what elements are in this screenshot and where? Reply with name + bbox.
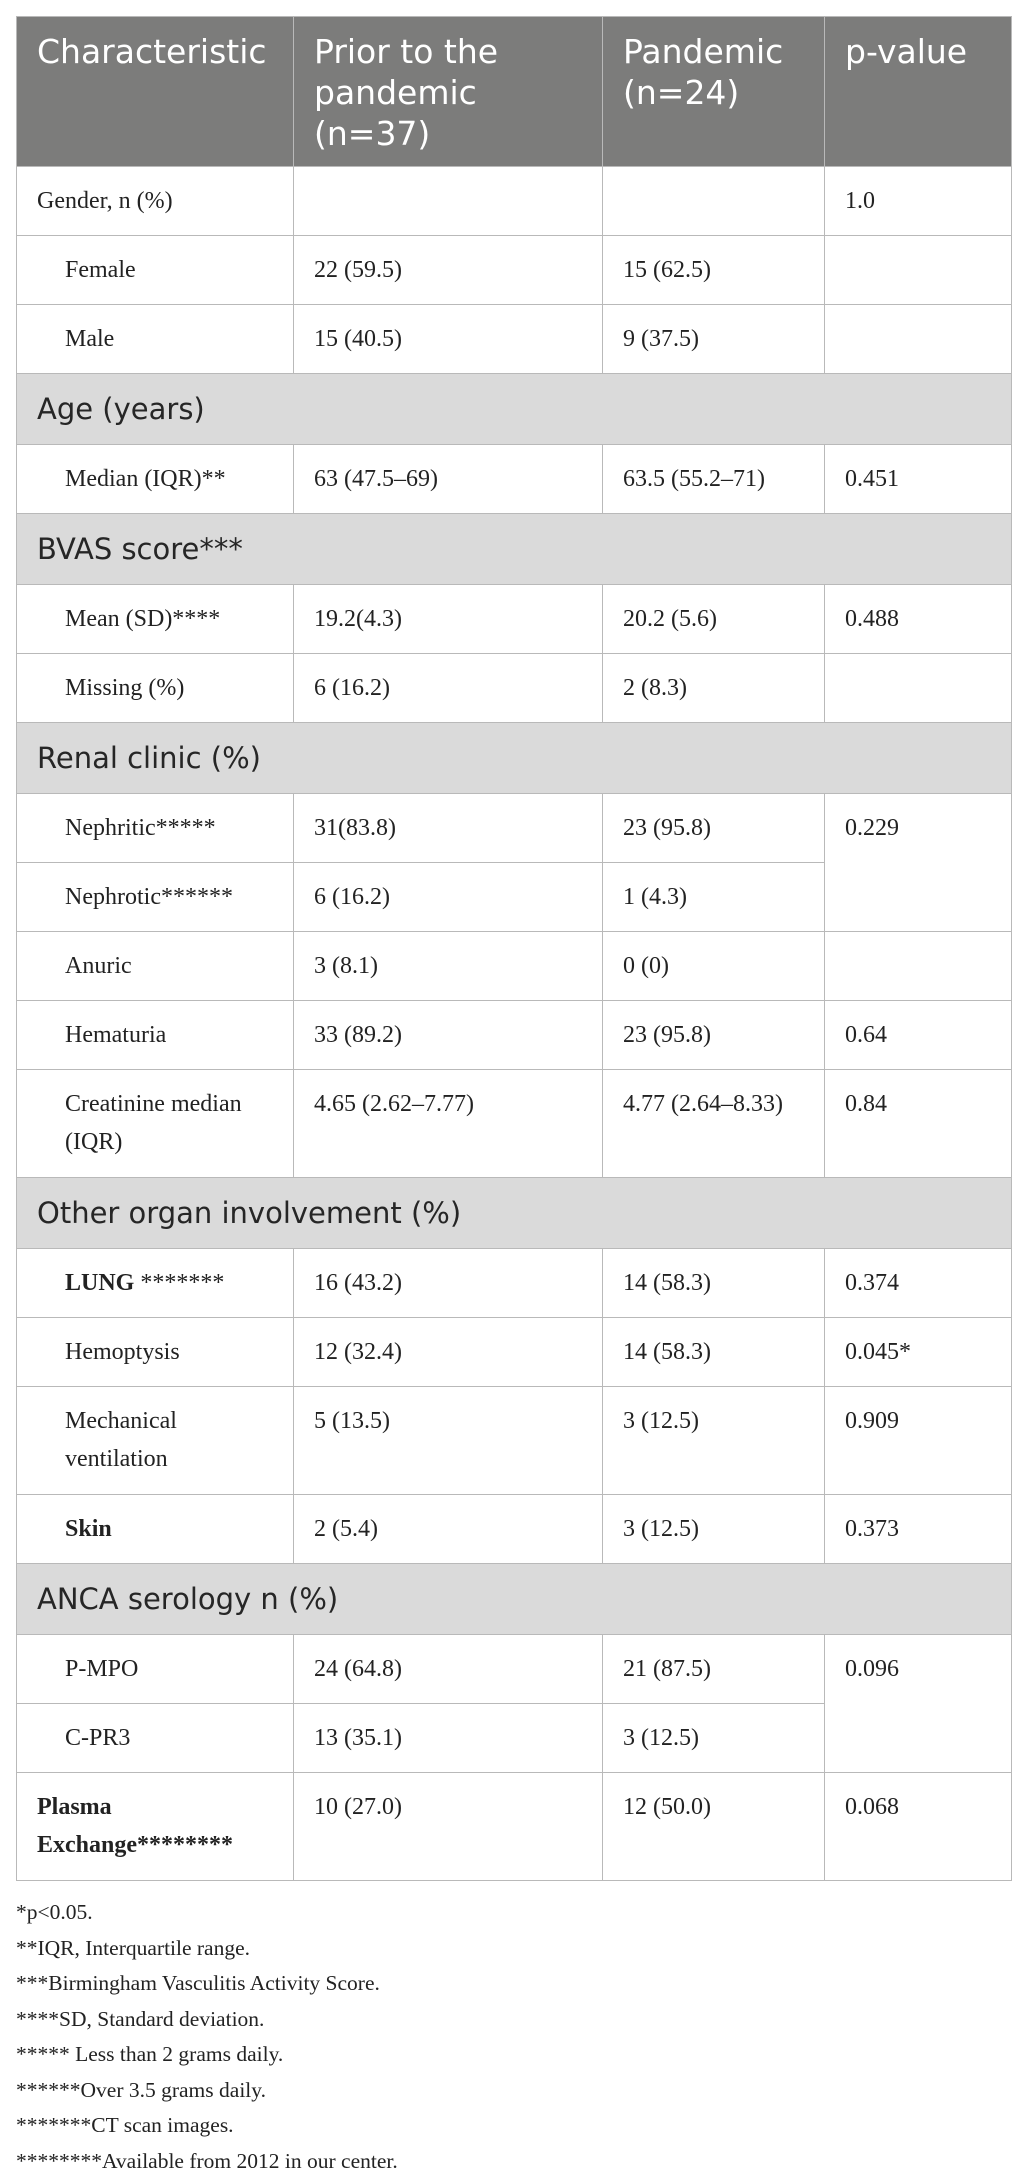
table-row [17, 932, 1012, 1001]
cell-p-value [825, 305, 1012, 374]
cell-p-value: 0.84 [825, 1070, 1012, 1178]
row-label: Hemoptysis [17, 1318, 294, 1387]
row-label: Median (IQR)** [17, 445, 294, 514]
cell-prior: 6 (16.2) [294, 654, 603, 723]
row-label: P-MPO [17, 1635, 294, 1704]
section-row [17, 723, 1012, 794]
cell-pandemic: 15 (62.5) [603, 236, 825, 305]
cell-prior [294, 167, 603, 236]
table-row [17, 654, 1012, 723]
cell-pandemic: 23 (95.8) [603, 1001, 825, 1070]
cell-prior: 22 (59.5) [294, 236, 603, 305]
row-label: Nephrotic****** [17, 863, 294, 932]
section-title: Other organ involvement (%) [17, 1178, 1012, 1249]
cell-prior: 63 (47.5–69) [294, 445, 603, 514]
cell-p-value [825, 932, 1012, 1001]
table-row [17, 1635, 1012, 1704]
header-row [17, 17, 1012, 167]
cell-prior: 4.65 (2.62–7.77) [294, 1070, 603, 1178]
cell-prior: 6 (16.2) [294, 863, 603, 932]
cell-pandemic: 14 (58.3) [603, 1249, 825, 1318]
row-label: Skin [17, 1495, 294, 1564]
cell-pandemic: 20.2 (5.6) [603, 585, 825, 654]
cell-p-value: 0.068 [825, 1773, 1012, 1881]
cell-prior: 2 (5.4) [294, 1495, 603, 1564]
cell-p-value: 0.229 [825, 794, 1012, 932]
row-label [17, 1249, 294, 1318]
cell-p-value: 0.045* [825, 1318, 1012, 1387]
cell-pandemic: 1 (4.3) [603, 863, 825, 932]
cell-p-value: 0.488 [825, 585, 1012, 654]
cell-prior: 16 (43.2) [294, 1249, 603, 1318]
footnote: ********Available from 2012 in our center. [16, 2148, 398, 2173]
header-pandemic: Pandemic (n=24) [603, 17, 825, 167]
cell-pandemic: 12 (50.0) [603, 1773, 825, 1881]
row-label-bold: LUNG [65, 1270, 135, 1296]
cell-p-value: 0.909 [825, 1387, 1012, 1495]
table-row [17, 445, 1012, 514]
cell-prior: 3 (8.1) [294, 932, 603, 1001]
cell-pandemic: 0 (0) [603, 932, 825, 1001]
cell-p-value: 0.374 [825, 1249, 1012, 1318]
footnote: *******CT scan images. [16, 2113, 234, 2137]
footnote: ***Birmingham Vasculitis Activity Score. [16, 1971, 380, 1995]
row-label-suffix: ******* [134, 1270, 225, 1296]
row-label: Creatinine median (IQR) [17, 1070, 294, 1178]
table-container [16, 16, 1011, 2179]
cell-prior: 33 (89.2) [294, 1001, 603, 1070]
footnote: *p<0.05. [16, 1900, 93, 1924]
row-label: Male [17, 305, 294, 374]
table-row [17, 1387, 1012, 1495]
row-label: Female [17, 236, 294, 305]
cell-pandemic: 23 (95.8) [603, 794, 825, 863]
cell-prior: 15 (40.5) [294, 305, 603, 374]
row-label: Hematuria [17, 1001, 294, 1070]
footnotes [16, 1895, 1011, 2179]
cell-pandemic: 3 (12.5) [603, 1704, 825, 1773]
cell-p-value: 0.64 [825, 1001, 1012, 1070]
cell-p-value: 1.0 [825, 167, 1012, 236]
header-prior: Prior to the pandemic (n=37) [294, 17, 603, 167]
section-row [17, 1178, 1012, 1249]
table-row [17, 1773, 1012, 1881]
cell-pandemic: 9 (37.5) [603, 305, 825, 374]
cell-p-value [825, 654, 1012, 723]
cell-prior: 5 (13.5) [294, 1387, 603, 1495]
row-label: Gender, n (%) [17, 167, 294, 236]
row-label: Mechanical ventilation [17, 1387, 294, 1495]
section-title: ANCA serology n (%) [17, 1564, 1012, 1635]
cell-p-value [825, 236, 1012, 305]
table-row [17, 1001, 1012, 1070]
section-row [17, 1564, 1012, 1635]
table-row [17, 236, 1012, 305]
cell-prior: 13 (35.1) [294, 1704, 603, 1773]
row-label: Plasma Exchange******** [17, 1773, 294, 1881]
table-row [17, 1249, 1012, 1318]
section-title: Age (years) [17, 374, 1012, 445]
cell-pandemic: 3 (12.5) [603, 1387, 825, 1495]
row-label: C-PR3 [17, 1704, 294, 1773]
row-label: Missing (%) [17, 654, 294, 723]
cell-prior: 12 (32.4) [294, 1318, 603, 1387]
cell-pandemic: 21 (87.5) [603, 1635, 825, 1704]
cell-prior: 24 (64.8) [294, 1635, 603, 1704]
section-title: Renal clinic (%) [17, 723, 1012, 794]
cell-prior: 10 (27.0) [294, 1773, 603, 1881]
header-p-value: p-value [825, 17, 1012, 167]
table-row [17, 585, 1012, 654]
row-label: Nephritic***** [17, 794, 294, 863]
cell-pandemic: 14 (58.3) [603, 1318, 825, 1387]
cell-pandemic: 4.77 (2.64–8.33) [603, 1070, 825, 1178]
cell-p-value: 0.373 [825, 1495, 1012, 1564]
footnote: ******Over 3.5 grams daily. [16, 2077, 266, 2102]
cell-prior: 19.2(4.3) [294, 585, 603, 654]
section-title: BVAS score*** [17, 514, 1012, 585]
cell-pandemic [603, 167, 825, 236]
section-row [17, 514, 1012, 585]
table-row [17, 794, 1012, 863]
table-row [17, 1318, 1012, 1387]
footnote: **IQR, Interquartile range. [16, 1935, 251, 1960]
footnote: ****SD, Standard deviation. [16, 2006, 265, 2031]
header-characteristic: Characteristic [17, 17, 294, 167]
cell-p-value: 0.451 [825, 445, 1012, 514]
section-row [17, 374, 1012, 445]
footnote: ***** Less than 2 grams daily. [16, 2042, 284, 2066]
cell-prior: 31(83.8) [294, 794, 603, 863]
table-row [17, 167, 1012, 236]
cell-pandemic: 3 (12.5) [603, 1495, 825, 1564]
table-row [17, 1495, 1012, 1564]
characteristics-table [16, 16, 1012, 1881]
row-label: Anuric [17, 932, 294, 1001]
table-row [17, 305, 1012, 374]
table-row [17, 1070, 1012, 1178]
cell-pandemic: 2 (8.3) [603, 654, 825, 723]
row-label: Mean (SD)**** [17, 585, 294, 654]
cell-p-value: 0.096 [825, 1635, 1012, 1773]
cell-pandemic: 63.5 (55.2–71) [603, 445, 825, 514]
